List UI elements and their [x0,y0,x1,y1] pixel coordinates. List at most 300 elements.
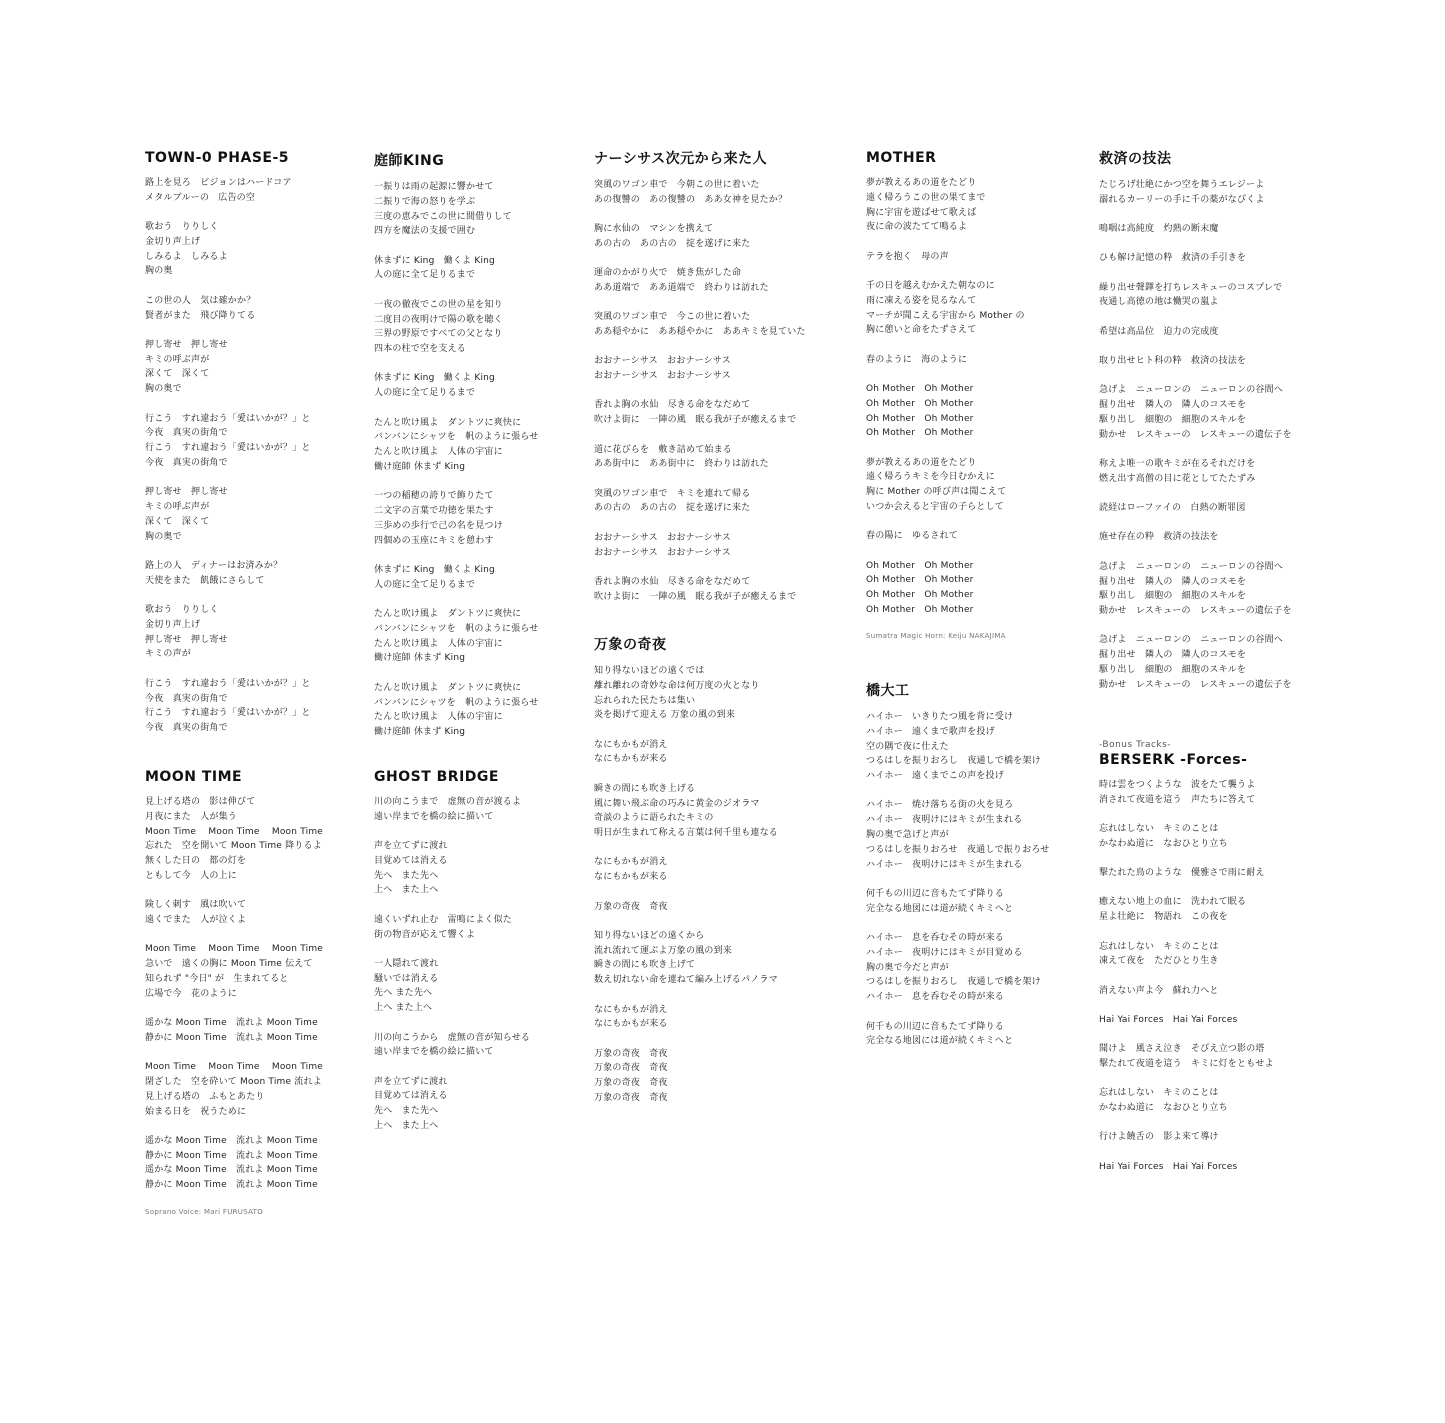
song-title: MOTHER [866,150,937,166]
lyric-stanza [1099,325,1349,340]
lyric-line: 急げよ ニューロンの ニューロンの谷間へ [1099,561,1284,572]
lyric-stanza [374,839,530,898]
lyric-line: おおナーシサス おおナーシサス [594,371,731,382]
lyric-line: 路上の人 ディナーはお済みか？ [145,560,283,571]
lyric-line: 時は雲をつくような 波をたて襲うよ [1099,780,1256,790]
lyric-stanza [866,798,1049,872]
lyric-line: 行こう すれ違おう「愛はいかが？」と [145,413,311,424]
lyric-line: つるはしを振りおろせ 夜通しで振りおろせ [866,844,1050,855]
lyric-line: 胸の奥 [145,266,173,277]
song-title: ナーシサス次元から来た人 [594,151,768,167]
lyric-line: なにもかもが来る [594,754,668,765]
lyric-stanza [1099,1160,1274,1175]
lyric-stanza [1099,354,1349,369]
lyric-stanza [594,664,778,723]
lyric-line: 動かせ レスキューの レスキューの遺伝子を [1099,679,1292,690]
lyric-line: 先へ また先へ [374,988,433,999]
performer-credit: Soprano Voice: Mari FURUSATO [145,1207,264,1216]
song-block [145,150,395,736]
lyric-line: 空の隅で夜に仕えた [866,741,949,752]
lyric-stanza [145,942,323,1001]
lyric-line: 押し寄せ 押し寄せ [145,634,228,645]
lyric-line: 急げよ ニューロンの ニューロンの谷間へ [1099,385,1284,396]
lyric-line: ハイホー 遠くまで歌声を投げ [866,726,995,737]
lyric-line: 希望は高品位 迫力の完成度 [1099,326,1219,337]
lyric-line: 突風のワゴン車で キミを連れて帰る [594,488,751,499]
lyric-line: ハイホー 夜明けにはキミが生まれる [866,815,1023,826]
lyric-line: 険しく刺す 風は吹いて [145,900,247,911]
lyric-line: 人の庭に全て足りるまで [374,388,476,399]
lyric-line: 流れ流れて運ぶよ万象の風の到来 [594,945,733,956]
lyric-line: Oh Mother Oh Mother [866,398,974,409]
lyric-line: ハイホー 遠くまでこの声を投げ [866,771,1005,782]
lyric-line: 人の庭に全て足りるまで [374,579,476,590]
lyric-line: ハイホー 息を呑むその時が来る [866,933,1005,944]
lyric-line: 休まずに King 働くよ King [374,255,495,266]
lyric-line: 離れ離れの奇妙な命は何万度の火となり [594,680,760,691]
lyric-stanza [866,931,1049,1005]
lyric-stanza [1099,457,1349,487]
lyric-stanza [145,294,395,324]
lyric-line: 押し寄せ 押し寄せ [145,487,228,498]
lyric-line: 一夜の徹夜でこの世の星を知り [374,299,503,310]
lyric-stanza [374,607,624,666]
lyric-line: 閉ざした 空を砕いて Moon Time 流れよ [145,1076,322,1087]
lyric-line: 歌おう りりしく [145,222,219,233]
lyric-line: 声を立てずに渡れ [374,841,448,852]
lyric-line: なにもかもが来る [594,1019,668,1030]
lyric-line: 胸の奥で [145,531,182,542]
lyric-line: たんと吹け風よ ダントツに爽快に [374,682,522,693]
lyric-stanza [1099,822,1274,852]
lyric-stanza [1099,383,1349,442]
lyric-line: Oh Mother Oh Mother [866,413,974,424]
lyric-line: 深くて 深くて [145,516,210,527]
lyric-line: 燃え出す高僧の目に花としてたたずみ [1099,473,1256,484]
lyric-line: 癒えない地上の血に 洗われて眠る [1099,897,1247,908]
lyric-line: メタルブルーの 広告の空 [145,192,256,203]
lyric-line: 働け庭師 休まず King [374,727,466,738]
lyric-line: 遥かな Moon Time 流れよ Moon Time [145,1135,318,1146]
lyric-line: おおナーシサス おおナーシサス [594,532,731,543]
lyric-line: 知り得ないほどの遠くから [594,930,705,941]
lyric-line: 上へ また上へ [374,1121,439,1132]
lyric-line: Moon Time Moon Time Moon Time [145,944,324,955]
lyric-stanza [145,412,395,471]
lyric-line: 四本の柱で空を支える [374,344,467,355]
lyric-stanza [1099,1042,1274,1072]
lyric-line: テラを抱く 母の声 [866,251,949,262]
lyric-stanza [1099,1130,1274,1145]
lyric-line: たんと吹け風よ 人体の宇宙に [374,638,503,649]
lyric-line: Oh Mother Oh Mother [866,383,974,394]
lyric-line: 胸に憩いと命をたずさえて [866,325,977,336]
lyric-stanza [145,176,395,206]
lyric-line: 胸の奥で今だと声が [866,962,949,973]
lyric-line: 遠く帰ろうキミを今日むかえに [866,472,995,483]
lyric-stanza [374,180,624,239]
lyric-line: 春のように 海のように [866,354,968,365]
lyric-line: 一つの稲穂の誇りで飾りたて [374,491,494,502]
lyric-line: なにもかもが消え [594,857,668,868]
lyric-stanza [1099,940,1274,970]
lyric-line: 一人隠れて渡れ [374,958,439,969]
lyric-line: 三度の恵みでこの世に間借りして [374,211,513,222]
lyric-line: 遠い岸までを橋の絵に描いて [374,1047,494,1058]
column-4 [866,150,1116,1047]
lyric-line: Moon Time Moon Time Moon Time [145,826,324,837]
lyric-line: 押し寄せ 押し寄せ [145,339,228,350]
lyric-line: 今夜 真実の街角で [145,428,228,439]
lyric-stanza [594,310,844,340]
lyric-line: なにもかもが消え [594,739,668,750]
lyric-line: 二振りで海の怒りを学ぶ [374,196,476,207]
lyric-line: 聞けよ 風さえ泣き そびえ立つ影の塔 [1099,1044,1265,1055]
lyric-line: バンバンにシャツを 帆のように張らせ [374,432,539,443]
lyric-line: あの古の あの古の 掟を遂げに来た [594,238,751,249]
lyric-stanza [145,1016,323,1046]
song-title: 万象の奇夜 [594,637,667,653]
lyric-line: 香れよ胸の水仙 尽きる命をなだめて [594,576,751,587]
lyric-stanza [594,354,844,384]
lyric-line: キミの声が [145,649,192,660]
lyric-line: たじろげ壮絶にかつ空を舞うエレジーよ [1099,180,1265,190]
lyric-line: 街の物音が応えて響くよ [374,929,476,940]
lyric-line: 吹けよ街に 一陣の風 眠る我が子が癒えるまで [594,415,797,426]
lyric-line: 夜に命の波たてて鳴るよ [866,222,968,233]
lyric-line: 奇談のように語られたキミの [594,813,714,824]
lyric-line: 万象の奇夜 奇夜 [594,901,668,912]
lyric-line: 瞬きの間にも吹き上げて [594,960,696,971]
lyric-line: つるはしを振りおろし 夜通しで橋を架け [866,756,1041,767]
lyric-line: 今夜 真実の街角で [145,457,228,468]
lyric-stanza [145,898,323,928]
lyric-stanza [594,531,844,561]
lyric-line: 路上を見ろ ビジョンはハードコア [145,178,292,188]
lyric-line: 目覚めては消える [374,1091,448,1102]
lyric-line: ひも解け記憶の粋 救済の手引きを [1099,253,1247,264]
lyric-line: Oh Mother Oh Mother [866,428,974,439]
song-title: MOON TIME [145,769,243,785]
lyric-stanza [1099,633,1349,692]
lyric-stanza [594,900,778,915]
lyric-line: 広場で今 花のように [145,988,238,999]
lyric-line: たんと吹け風よ ダントツに爽快に [374,609,522,620]
lyric-stanza [866,176,1116,235]
lyric-line: あの復讐の あの復讐の ああ女神を見たか？ [594,194,788,205]
lyric-line: 駆り出し 細胞の 細胞のスキルを [1099,665,1247,676]
lyric-stanza [594,782,778,841]
lyric-line: 撃たれて夜道を這う キミに灯をともせよ [1099,1059,1274,1070]
lyric-line: Hai Yai Forces Hai Yai Forces [1099,1014,1238,1025]
lyric-stanza [374,1031,530,1061]
lyric-line: おおナーシサス おおナーシサス [594,547,731,558]
song-title: 橋大工 [866,683,910,699]
lyric-stanza [145,485,395,544]
lyric-line: 消えない声よ今 蘇れ力へと [1099,985,1219,996]
lyric-line: 鳴咽は高純度 灼熱の断末魔 [1099,224,1219,235]
lyric-line: 人の庭に全て足りるまで [374,270,476,281]
lyric-stanza [1099,530,1349,545]
lyric-stanza [866,559,1116,618]
lyric-line: 見上げる塔の ふもとあたり [145,1091,265,1102]
lyric-line: 駆り出し 細胞の 細胞のスキルを [1099,591,1247,602]
lyric-line: 今夜 真実の街角で [145,723,228,734]
column-2 [374,150,624,1132]
lyric-line: 胸の奥で [145,384,182,395]
lyric-line: ハイホー 夜明けにはキミが目覚める [866,947,1023,958]
song-block [594,148,844,604]
song-title: BERSERK -Forces- [1099,752,1248,768]
lyric-stanza [374,298,624,357]
lyric-stanza [866,353,1116,368]
lyric-line: たんと吹け風よ 人体の宇宙に [374,712,503,723]
lyric-line: 金切り声上げ [145,619,201,630]
lyric-stanza [866,250,1116,265]
lyric-line: 忘れはしない キミのことは [1099,1088,1219,1099]
song-title: 救済の技法 [1099,151,1172,167]
lyric-line: 見上げる塔の 影は伸びて [145,797,256,807]
lyric-stanza [374,416,624,475]
lyric-line: ハイホー 焼け落ちる街の火を見ろ [866,800,1014,811]
lyric-line: 働け庭師 休まず King [374,653,466,664]
lyric-line: 遠い岸までを橋の絵に描いて [374,811,494,822]
lyric-line: 雨に凍える姿を見るなんて [866,295,977,306]
song-block [1099,740,1274,1189]
lyric-stanza [374,795,530,825]
lyric-stanza [866,529,1116,544]
lyric-line: 炎を掲げて迎える 万象の風の到来 [594,710,736,721]
lyric-line: Hai Yai Forces Hai Yai Forces [1099,1161,1238,1172]
lyric-line: 忘れた 空を開いて Moon Time 降りるよ [145,841,322,852]
lyric-line: 突風のワゴン車で 今朝この世に着いた [594,180,760,190]
lyric-line: 千の日を越えむかえた朝なのに [866,280,995,291]
lyric-line: 四個めの玉座にキミを憩わす [374,535,494,546]
lyric-line: 三界の野原ですべての父となり [374,329,503,340]
lyric-stanza [594,222,844,252]
lyric-line: マーチが聞こえる宇宙から Mother の [866,310,1025,321]
lyric-line: 知り得ないほどの遠くでは [594,666,705,676]
lyric-line: 四方を魔法の支援で囲む [374,226,476,237]
lyric-line: ハイホー 夜明けにはキミが生まれる [866,859,1023,870]
lyric-line: 歌おう りりしく [145,605,219,616]
lyric-line: 二度目の夜明けで陽の歌を聴く [374,314,503,325]
lyric-stanza [145,1060,323,1119]
lyric-stanza [1099,178,1349,208]
lyric-line: 行こう すれ違おう「愛はいかが？」と [145,678,311,689]
lyric-stanza [1099,895,1274,925]
lyric-line: 明日が生まれて称える言葉は何千里も連なる [594,828,779,839]
lyric-line: 胸に宇宙を遊ばせて歌えば [866,207,977,218]
lyric-stanza [145,603,395,662]
lyric-stanza [594,1047,778,1106]
lyric-stanza [866,279,1116,338]
column-1 [145,150,395,1216]
lyric-line: ああ街中に ああ街中に 終わりは訪れた [594,459,769,470]
lyric-stanza [594,855,778,885]
lyric-line: たんと吹け風よ ダントツに爽快に [374,417,522,428]
lyric-stanza [145,795,323,884]
lyric-line: 動かせ レスキューの レスキューの遺伝子を [1099,606,1292,617]
lyric-stanza [866,382,1116,441]
lyric-line: 金切り声上げ [145,236,201,247]
lyric-stanza [1099,778,1274,808]
song-title: 庭師KING [374,153,445,169]
song-block [145,769,323,1216]
lyric-line: 天使をまた 飢餓にさらして [145,575,265,586]
lyric-line: かなわぬ道に なおひとり立ち [1099,838,1228,849]
lyric-line: 完全なる地図には道が続くキミへと [866,1036,1014,1047]
lyric-line: 忘れはしない キミのことは [1099,941,1219,952]
lyric-stanza [866,1020,1049,1050]
lyric-stanza [594,178,844,208]
song-block [866,150,1116,640]
lyric-line: 休まずに King 働くよ King [374,373,495,384]
lyric-line: 何千もの川辺に音もたてず降りる [866,1021,1005,1032]
bonus-tracks-label: -Bonus Tracks- [1099,740,1172,750]
lyric-line: かなわぬ道に なおひとり立ち [1099,1103,1228,1114]
lyric-line: たんと吹け風よ 人体の宇宙に [374,447,503,458]
lyric-line: 知られず "今日" が 生まれてると [145,973,289,984]
lyric-stanza [1099,501,1349,516]
lyric-line: あの古の あの古の 掟を遂げに来た [594,503,751,514]
lyric-stanza [1099,1086,1274,1116]
lyric-stanza [866,710,1049,784]
lyric-line: 今夜 真実の街角で [145,693,228,704]
lyric-line: 凍えて夜を ただひとり生き [1099,956,1219,967]
lyric-line: 掘り出せ 隣人の 隣人のコスモを [1099,576,1247,587]
lyric-line: なにもかもが消え [594,1004,668,1015]
lyric-stanza [594,929,778,988]
lyric-stanza [374,681,624,740]
lyric-stanza [374,913,530,943]
lyric-line: Oh Mother Oh Mother [866,575,974,586]
lyric-line: 深くて 深くて [145,369,210,380]
lyric-line: 静かに Moon Time 流れよ Moon Time [145,1180,318,1191]
song-title: GHOST BRIDGE [374,769,499,785]
lyric-line: キミの呼ぶ声が [145,354,210,365]
lyric-line: 先へ また先へ [374,1106,439,1117]
lyric-line: 月夜にまた 人が集う [145,811,238,822]
lyric-line: 行けよ饒舌の 影よ来て導け [1099,1132,1219,1143]
lyric-stanza [594,266,844,296]
lyric-line: なにもかもが来る [594,872,668,883]
lyric-line: 掘り出せ 隣人の 隣人のコスモを [1099,400,1247,411]
lyric-line: 称えよ唯一の歌キミが在るそれだけを [1099,459,1256,470]
lyric-line: 胸に水仙の マシンを携えて [594,224,714,235]
lyric-line: 川の向こうまで 虚無の音が渡るよ [374,797,522,807]
lyric-line: 上へ また上へ [374,1003,433,1014]
lyric-stanza [1099,1013,1274,1028]
lyric-line: ああ道端で ああ道端で 終わりは訪れた [594,282,769,293]
lyric-line: 急げよ ニューロンの ニューロンの谷間へ [1099,635,1284,646]
lyric-line: 忘れはしない キミのことは [1099,824,1219,835]
lyric-stanza [374,371,624,401]
lyric-line: 万象の奇夜 奇夜 [594,1078,668,1089]
lyric-line: 声を立てずに渡れ [374,1076,448,1087]
lyric-line: 万象の奇夜 奇夜 [594,1063,668,1074]
lyric-stanza [594,738,778,768]
lyric-line: バンバンにシャツを 帆のように張らせ [374,697,539,708]
lyric-line: 春の陽に ゆるされて [866,531,959,542]
lyric-line: 数え切れない命を連ねて編み上げるパノラマ [594,975,778,986]
lyric-line: 遥かな Moon Time 流れよ Moon Time [145,1165,318,1176]
lyric-line: 掘り出せ 隣人の 隣人のコスモを [1099,650,1247,661]
lyric-line: 読経はローファイの 白熱の断罪図 [1099,503,1246,514]
lyric-line: Oh Mother Oh Mother [866,560,974,571]
lyric-line: 夜通し高徳の地は慟哭の嵐よ [1099,297,1219,308]
lyric-stanza [594,575,844,605]
lyric-line: 施せ存在の粋 救済の技法を [1099,532,1219,543]
lyric-line: 急いで 遠くの胸に Moon Time 伝えて [145,959,313,970]
lyric-line: おおナーシサス おおナーシサス [594,356,731,367]
lyric-stanza [374,254,624,284]
lyric-line: バンバンにシャツを 帆のように張らせ [374,623,539,634]
lyric-line: 静かに Moon Time 流れよ Moon Time [145,1032,318,1043]
lyric-line: ああ穏やかに ああ穏やかに ああキミを見ていた [594,327,806,338]
lyric-line: 香れよ胸の水仙 尽きる命をなだめて [594,400,751,411]
lyric-line: 騒いでは消える [374,973,439,984]
lyric-line: 消されて夜道を這う 声たちに答えて [1099,794,1256,805]
lyric-stanza [1099,560,1349,619]
lyric-line: 万象の奇夜 奇夜 [594,1048,668,1059]
lyric-stanza [594,443,844,473]
lyric-line: 行こう すれ違おう「愛はいかが？」と [145,708,311,719]
lyric-line: この世の人 気は確かか？ [145,295,256,306]
lyric-stanza [866,887,1049,917]
song-block [594,634,778,1120]
lyric-line: 星よ壮絶に 物語れ この夜を [1099,912,1228,923]
lyric-line: 遥かな Moon Time 流れよ Moon Time [145,1018,318,1029]
lyric-line: 遠く帰ろうこの世の果てまで [866,192,986,203]
lyric-line: 遠くでまた 人が泣くよ [145,915,247,926]
lyric-line: 万象の奇夜 奇夜 [594,1093,668,1104]
lyric-stanza [1099,281,1349,311]
lyric-line: 溺れるカーリーの手に千の薬がなびくよ [1099,194,1265,205]
lyric-line: 遠くいずれ止む 雷鳴によく似た [374,914,513,925]
lyric-line: 吹けよ街に 一陣の風 眠る我が子が癒えるまで [594,591,797,602]
lyric-line: 川の向こうから 虚無の音が知らせる [374,1032,531,1043]
lyric-line: 取り出せヒト科の粋 救済の技法を [1099,356,1247,367]
lyric-line: 完全なる地図には道が続くキミへと [866,903,1014,914]
lyric-stanza [594,398,844,428]
lyric-stanza [145,338,395,397]
lyric-stanza [374,489,624,548]
lyric-line: Moon Time Moon Time Moon Time [145,1062,324,1073]
lyric-line: 夢が教えるあの道をたどり [866,178,977,188]
lyric-line: 二文字の言葉で功徳を果たす [374,506,494,517]
lyric-stanza [1099,222,1349,237]
lyric-line: 一振りは雨の起源に響かせて [374,182,494,192]
lyric-line: 胸に Mother の呼び声は聞こえて [866,487,1007,498]
lyric-line: 繰り出せ聲鐸を打ちレスキューのコスプレで [1099,282,1283,293]
lyric-line: 行こう すれ違おう「愛はいかが？」と [145,443,311,454]
lyric-line: 突風のワゴン車で 今この世に着いた [594,312,751,323]
lyric-stanza [374,957,530,1016]
lyric-line: 運命のかがり火で 焼き焦がした命 [594,268,742,279]
lyric-stanza [1099,251,1349,266]
lyric-line: 目覚めては消える [374,855,448,866]
lyric-line: 無くした日の 都の灯を [145,856,247,867]
lyric-line: 三歩めの歩行で己の名を見つけ [374,520,503,531]
lyric-line: 休まずに King 働くよ King [374,564,495,575]
lyric-line: ハイホー 息を呑むその時が来る [866,992,1005,1003]
lyric-line: ハイホー いきりたつ風を背に受け [866,712,1014,722]
column-5 [1099,148,1349,1172]
lyric-line: 働け庭師 休まず King [374,461,466,472]
lyric-line: 上へ また上へ [374,885,439,896]
lyric-line: つるはしを振りおろし 夜通しで橋を架け [866,977,1041,988]
